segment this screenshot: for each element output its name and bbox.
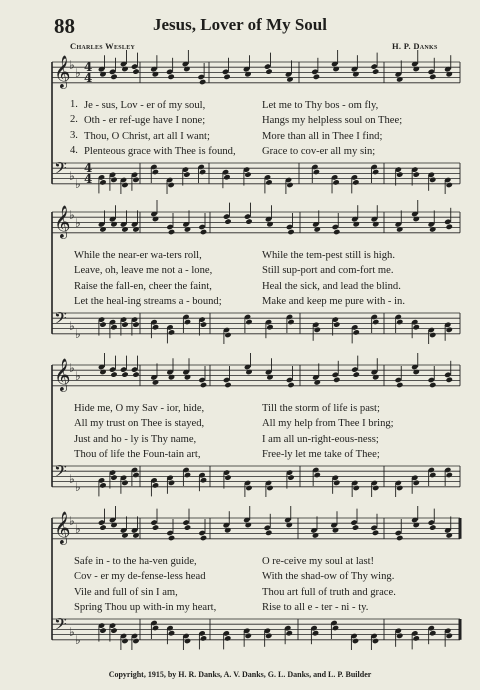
flat-icon: ♭	[69, 319, 75, 333]
note	[223, 203, 232, 225]
note	[131, 210, 140, 232]
note	[131, 516, 140, 538]
note	[198, 213, 207, 235]
note	[370, 514, 379, 536]
note	[98, 622, 107, 641]
note	[98, 316, 107, 335]
note	[444, 322, 453, 341]
note	[284, 506, 293, 528]
note	[351, 55, 360, 77]
flat-icon: ♭	[69, 208, 75, 222]
note	[243, 506, 252, 528]
note	[109, 622, 118, 641]
note	[109, 356, 118, 378]
note	[411, 353, 420, 375]
page-number: 88	[54, 14, 75, 38]
lyric-line-second-half: O re-ceive my soul at last!	[262, 556, 375, 567]
note	[243, 628, 252, 647]
flat-icon: ♭	[69, 169, 75, 183]
note	[243, 166, 252, 185]
note	[332, 316, 341, 335]
note	[411, 200, 420, 222]
note	[182, 50, 191, 72]
verse-number: 2.	[70, 114, 78, 126]
flat-icon: ♭	[69, 361, 75, 375]
treble-clef-icon: 𝄞	[54, 511, 71, 544]
lyric-line-second-half: Rise to all e - ter - ni - ty.	[262, 601, 369, 613]
note	[243, 55, 252, 77]
note	[166, 213, 175, 235]
note	[286, 366, 295, 388]
treble-clef-icon: 𝄞	[54, 55, 71, 88]
note	[286, 213, 295, 235]
lyric-line-first-half: Hide me, O my Sav - ior, hide,	[74, 403, 205, 414]
note	[109, 506, 118, 528]
note	[351, 205, 360, 227]
note	[312, 322, 321, 341]
flat-icon: ♭	[75, 522, 81, 536]
note	[109, 172, 118, 191]
lyric-line-first-half: Raise the fall-en, cheer the faint,	[74, 280, 212, 292]
note	[166, 475, 175, 494]
note	[244, 480, 253, 497]
bass-clef-icon: 𝄢	[54, 461, 67, 485]
time-signature: 4	[84, 60, 93, 74]
lyric-line-second-half: Still sup-port and com-fort me.	[262, 265, 394, 277]
note	[332, 213, 341, 235]
note	[310, 516, 319, 538]
note	[371, 205, 380, 227]
note	[351, 480, 360, 497]
note	[411, 506, 420, 528]
lyric-line-first-half: Thou of life the Foun-tain art,	[74, 448, 201, 460]
lyric-line-second-half: I am all un-right-eous-ness;	[262, 433, 379, 445]
grand-staff	[0, 347, 480, 497]
bass-clef-icon: 𝄢	[54, 614, 67, 638]
lyric-line-second-half: With the shad-ow of Thy wing.	[262, 571, 395, 583]
note	[428, 172, 437, 191]
note	[411, 475, 420, 494]
note	[311, 58, 320, 80]
note	[198, 316, 207, 335]
note	[109, 205, 118, 227]
grand-staff	[0, 194, 480, 344]
note	[150, 363, 159, 385]
lyric-line-second-half: Heal the sick, and lead the blind.	[262, 280, 401, 292]
note	[131, 356, 140, 378]
note	[264, 628, 273, 647]
note	[198, 366, 207, 388]
note	[444, 55, 453, 77]
note	[166, 519, 175, 541]
flat-icon: ♭	[69, 514, 75, 528]
lyric-line-second-half: Hangs my helpless soul on Thee;	[262, 115, 403, 127]
note	[395, 519, 404, 541]
note	[166, 58, 175, 80]
music-credit: H. P. Danks	[392, 41, 438, 51]
lyric-line-second-half: Let me to Thy bos - om fly,	[262, 100, 379, 111]
lyric-line-second-half: More than all in Thee I find;	[262, 130, 383, 142]
flat-icon: ♭	[69, 58, 75, 72]
verse-number: 1.	[70, 99, 78, 110]
lyric-line-first-half: Cov - er my de-fense-less head	[74, 571, 206, 583]
lyric-line-second-half: While the tem-pest still is high.	[262, 250, 395, 261]
note	[131, 172, 140, 191]
lyric-line-first-half: Spring Thou up with-in my heart,	[74, 601, 217, 613]
note	[223, 327, 232, 344]
lyric-line-first-half: Je - sus, Lov - er of my soul,	[84, 100, 206, 111]
verse-number: 3.	[70, 129, 78, 141]
note	[120, 475, 129, 494]
time-signature: 4	[84, 71, 93, 85]
time-signature: 4	[84, 161, 93, 175]
note	[120, 177, 129, 194]
note	[223, 469, 232, 488]
flat-icon: ♭	[75, 177, 81, 191]
note	[428, 327, 437, 344]
lyric-line-second-half: Thou art full of truth and grace.	[262, 586, 396, 598]
note	[395, 60, 404, 82]
note	[166, 177, 175, 194]
flat-icon: ♭	[75, 369, 81, 383]
lyric-line-second-half: Make and keep me pure with - in.	[262, 295, 405, 307]
note	[120, 356, 129, 378]
note	[395, 628, 404, 647]
hymn-title: Jesus, Lover of My Soul	[153, 15, 327, 34]
lyric-line-first-half: While the near-er wa-ters roll,	[74, 250, 202, 261]
lyric-line-second-half: All my help from Thee I bring;	[262, 418, 394, 430]
flat-icon: ♭	[69, 472, 75, 486]
note	[198, 519, 207, 541]
note	[244, 353, 253, 375]
note	[150, 55, 159, 77]
treble-clef-icon: 𝄞	[54, 205, 71, 238]
grand-staff	[0, 500, 480, 650]
flat-icon: ♭	[75, 66, 81, 80]
note	[395, 366, 404, 388]
note	[265, 358, 274, 380]
note	[109, 58, 118, 80]
note	[223, 366, 232, 388]
note	[444, 361, 453, 383]
words-credit: Charles Wesley	[70, 41, 136, 51]
flat-icon: ♭	[75, 633, 81, 647]
note	[197, 63, 206, 85]
note	[98, 55, 107, 77]
verse-number: 4.	[70, 144, 78, 156]
note	[370, 53, 379, 75]
note	[395, 480, 404, 497]
note	[371, 480, 380, 497]
note	[395, 166, 404, 185]
note	[264, 53, 273, 75]
note	[428, 366, 437, 388]
note	[109, 469, 118, 488]
note	[182, 509, 191, 531]
note	[351, 356, 360, 378]
note	[286, 469, 295, 488]
note	[285, 60, 294, 82]
note	[312, 363, 321, 385]
lyric-line-first-half: Safe in - to the ha-ven guide,	[74, 556, 197, 567]
note	[444, 628, 453, 647]
note	[131, 53, 140, 75]
lyric-line-first-half: Let the heal-ing streams a - bound;	[74, 295, 222, 307]
lyric-line-first-half: Vile and full of sin I am,	[74, 586, 178, 598]
note	[428, 509, 437, 531]
note	[444, 516, 453, 538]
note	[120, 516, 129, 538]
note	[182, 358, 191, 380]
note	[350, 633, 359, 650]
lyric-line-first-half: Leave, oh, leave me not a - lone,	[74, 265, 213, 277]
note	[330, 511, 339, 533]
lyric-line-first-half: Thou, O Christ, art all I want;	[84, 130, 210, 142]
bass-clef-icon: 𝄢	[54, 158, 67, 182]
note	[182, 633, 191, 650]
note	[312, 210, 321, 232]
note	[98, 210, 107, 232]
note	[182, 166, 191, 185]
note	[331, 50, 340, 72]
note	[182, 210, 191, 232]
flat-icon: ♭	[75, 327, 81, 341]
note	[98, 353, 107, 375]
note	[428, 58, 437, 80]
note	[370, 633, 379, 650]
note	[350, 509, 359, 531]
note	[411, 50, 420, 72]
flat-icon: ♭	[69, 625, 75, 639]
note	[166, 358, 175, 380]
note	[120, 633, 129, 650]
time-signature: 4	[84, 172, 93, 186]
lyric-line-first-half: Oth - er ref-uge have I none;	[84, 115, 206, 127]
flat-icon: ♭	[75, 480, 81, 494]
lyric-line-second-half: Till the storm of life is past;	[262, 403, 380, 414]
flat-icon: ♭	[75, 216, 81, 230]
note	[98, 509, 107, 531]
note	[150, 200, 159, 222]
note	[264, 514, 273, 536]
note	[244, 203, 253, 225]
note	[428, 210, 437, 232]
treble-clef-icon: 𝄞	[54, 358, 71, 391]
note	[120, 210, 129, 232]
note	[332, 361, 341, 383]
note	[222, 58, 231, 80]
note	[223, 511, 232, 533]
note	[444, 177, 453, 194]
lyric-line-second-half: Grace to cov-er all my sin;	[262, 145, 376, 157]
note	[120, 316, 129, 335]
note	[150, 509, 159, 531]
bass-clef-icon: 𝄢	[54, 308, 67, 332]
note	[371, 358, 380, 380]
note	[411, 166, 420, 185]
lyric-line-second-half: Free-ly let me take of Thee;	[262, 448, 380, 460]
note	[332, 475, 341, 494]
lyric-line-first-half: All my trust on Thee is stayed,	[74, 418, 205, 430]
note	[131, 316, 140, 335]
lyric-line-first-half: Plenteous grace with Thee is found,	[84, 145, 236, 157]
note	[265, 205, 274, 227]
note	[265, 480, 274, 497]
note	[120, 50, 129, 72]
note	[444, 208, 453, 230]
lyric-line-first-half: Just and ho - ly is Thy name,	[74, 433, 197, 445]
note	[395, 210, 404, 232]
note	[285, 177, 294, 194]
note	[131, 633, 140, 650]
copyright-notice: Copyright, 1915, by H. R. Danks, A. V. Danks, G. L. Danks, and L. P. Builder	[108, 670, 372, 679]
